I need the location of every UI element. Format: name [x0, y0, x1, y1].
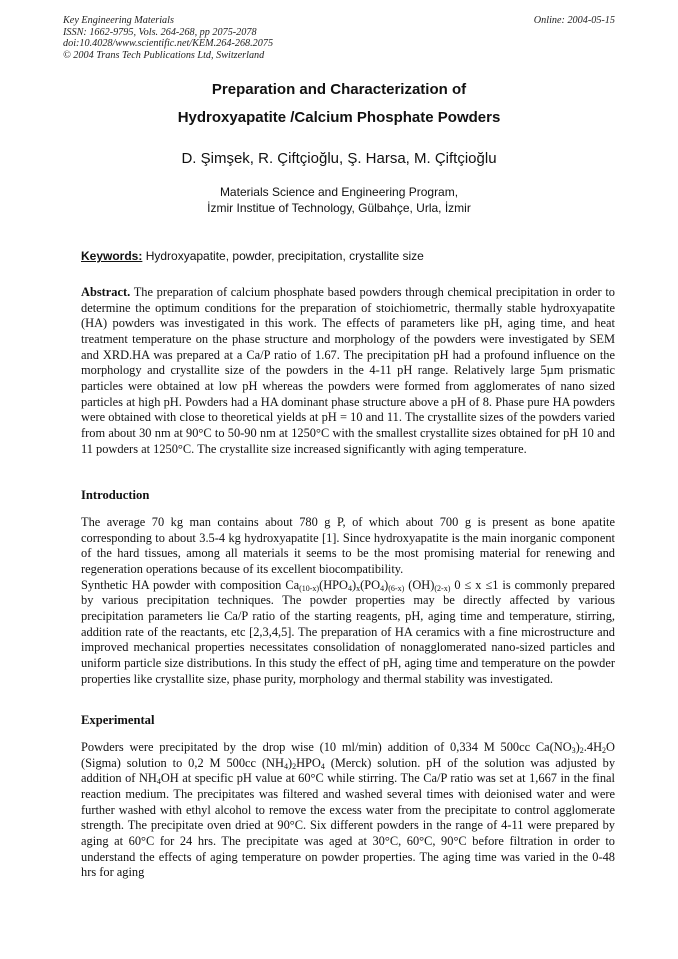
exp-sub-5: 2 [292, 761, 297, 771]
paper-title-line-2: Hydroxyapatite /Calcium Phosphate Powders [177, 109, 501, 126]
exp-sub-6: 4 [320, 761, 325, 771]
p2-text-d: (PO [360, 577, 381, 592]
exp-sub-7: 4 [156, 777, 161, 787]
author-list: D. Şimşek, R. Çiftçioğlu, Ş. Harsa, M. Çiftçioğlu [181, 150, 497, 167]
exp-text-6: HPO [296, 755, 321, 770]
introduction-heading: Introduction [81, 488, 150, 502]
online-date: Online: 2004-05-15 [533, 15, 615, 26]
experimental-section [81, 740, 615, 881]
publication-header [63, 15, 615, 61]
p2-sub-f: (2-x) [434, 583, 451, 593]
paper-title-line-1: Preparation and Characterization of [211, 81, 467, 98]
keywords-label: Keywords: [81, 249, 143, 263]
keywords-line [81, 249, 621, 263]
introduction-section [81, 515, 615, 687]
experimental-paragraph [81, 740, 615, 881]
journal-name: Key Engineering Materials [63, 15, 174, 26]
p2-sub-c: x [356, 583, 361, 593]
p2-text-c: ) [352, 577, 357, 592]
p2-text-g: 0 ≤ x ≤1 is commonly prepared by various precipitation techniques. The powder properties may be directly affected by various precipitation parameters lie Ca/P ratio of the starting reagents, pH, aging time and temperature, stirring, addition rate of the reactants, etc [2,3,4,5]. The preparation of HA ceramics with a fine microstructure and improved mechanical properties necessitates consolidation of nonagglomerated nano-sized particles and uniform particle size distributions. In this study the effect of pH, aging time and temperature on the powder properties like crystallite size, phase purity, morphology and thermal stability was investigated. [81, 577, 615, 686]
exp-text-3: .4H [583, 740, 603, 754]
exp-text-7: (Merck) solution. pH of the solution was adjusted by addition of NH [81, 755, 616, 786]
p2-sub-a: (10-x) [299, 583, 320, 593]
experimental-heading: Experimental [81, 713, 155, 727]
exp-text-5: ) [287, 755, 293, 770]
issn-line: ISSN: 1662-9795, Vols. 264-268, pp 2075-2078 [63, 26, 257, 38]
affiliation-line-2: İzmir Institue of Technology, Gülbahçe, Urla, İzmir [207, 201, 471, 215]
introduction-paragraph-1: The average 70 kg man contains about 780 g P, of which about 700 g is present as bone apatite corresponding to about 3.5-4 kg hydroxyapatite [1]. Since hydroxyapatite is the main inorganic component of the hard tissues, among all materials it seems to be the most promising material for renewing and regeneration operations because of its excellent biocompatibility. [81, 515, 615, 576]
copyright-line: © 2004 Trans Tech Publications Ltd, Switzerland [63, 49, 265, 61]
p2-sub-e: (6-x) [388, 583, 405, 593]
exp-sub-2: 2 [579, 746, 584, 755]
exp-sub-1: 3 [571, 746, 576, 755]
exp-text-8: OH at specific pH value at 60°C while stirring. The Ca/P ratio was set at 1,667 in the final reaction medium. The precipitates was filtered and washed several times with deionised water and were further washed with ethyl alcohol to remove the excess water from the precipitate to control agglomerate strength. The precipitate oven dried at 90°C. Six different powders in the range of 4-11 were prepared by aging at 60°C for 24 hrs. The precipitate was aged at 30°C, 60°C, 90°C before filtration in order to understand the effects of aging temperature on powder properties. The aging time was varied in the 0-48 hrs for aging [81, 771, 615, 880]
p2-text-b: (HPO [319, 577, 349, 592]
keywords-text: Hydroxyapatite, powder, precipitation, crystallite size [142, 249, 424, 263]
abstract-text: The preparation of calcium phosphate based powders through chemical precipitation in order to determine the optimum conditions for the preparation of stoichiometric, thermally stable hydroxyapatite (HA) powders was investigated in this work. The effects of parameters like pH, aging time, and heat treatment temperature on the phase structure and morphology of the powders were investigated by SEM and XRD.HA was prepared at a Ca/P ratio of 1.67. The precipitation pH had a profound influence on the morphology and crystallite size of the powders in the 4-11 pH range. Relatively large 5µm prismatic particles were obtained at low pH whereas the powders were formed from agglomerates of nano sized particles at high pH. Powders had a HA dominant phase structure above a pH of 8. Phase pure HA powders were obtained with close to theoretical yields at pH = 10 and 11. The crystallite sizes of the powders varied from about 30 nm at 90°C to 50-90 nm at 1250°C with the smallest crystallite sizes obtained for pH 10 and 11 powders at 1250°C. The crystallite size increased significantly with aging temperature. [81, 285, 615, 456]
p2-sub-b: 4 [348, 583, 353, 593]
exp-text-2: ) [575, 740, 580, 754]
abstract-label: Abstract. [81, 285, 131, 299]
exp-text-1: Powders were precipitated by the drop wise (10 ml/min) addition of 0,334 M 500cc Ca(NO [81, 740, 572, 754]
p2-text-e: ) [384, 577, 389, 592]
p2-text-a: Synthetic HA powder with composition Ca [81, 577, 300, 592]
abstract-paragraph [81, 285, 615, 457]
doi-line: doi:10.4028/www.scientific.net/KEM.264-268.2075 [63, 38, 274, 50]
exp-text-4: O (Sigma) solution to 0,2 M 500cc (NH [81, 740, 615, 770]
affiliation-line-1: Materials Science and Engineering Program, [219, 185, 459, 199]
p2-text-f: (OH) [404, 577, 435, 592]
exp-sub-4: 4 [283, 761, 288, 771]
p2-sub-d: 4 [380, 583, 385, 593]
abstract-section [81, 285, 615, 457]
exp-sub-3: 2 [602, 746, 607, 755]
introduction-paragraph-2 [81, 578, 615, 688]
